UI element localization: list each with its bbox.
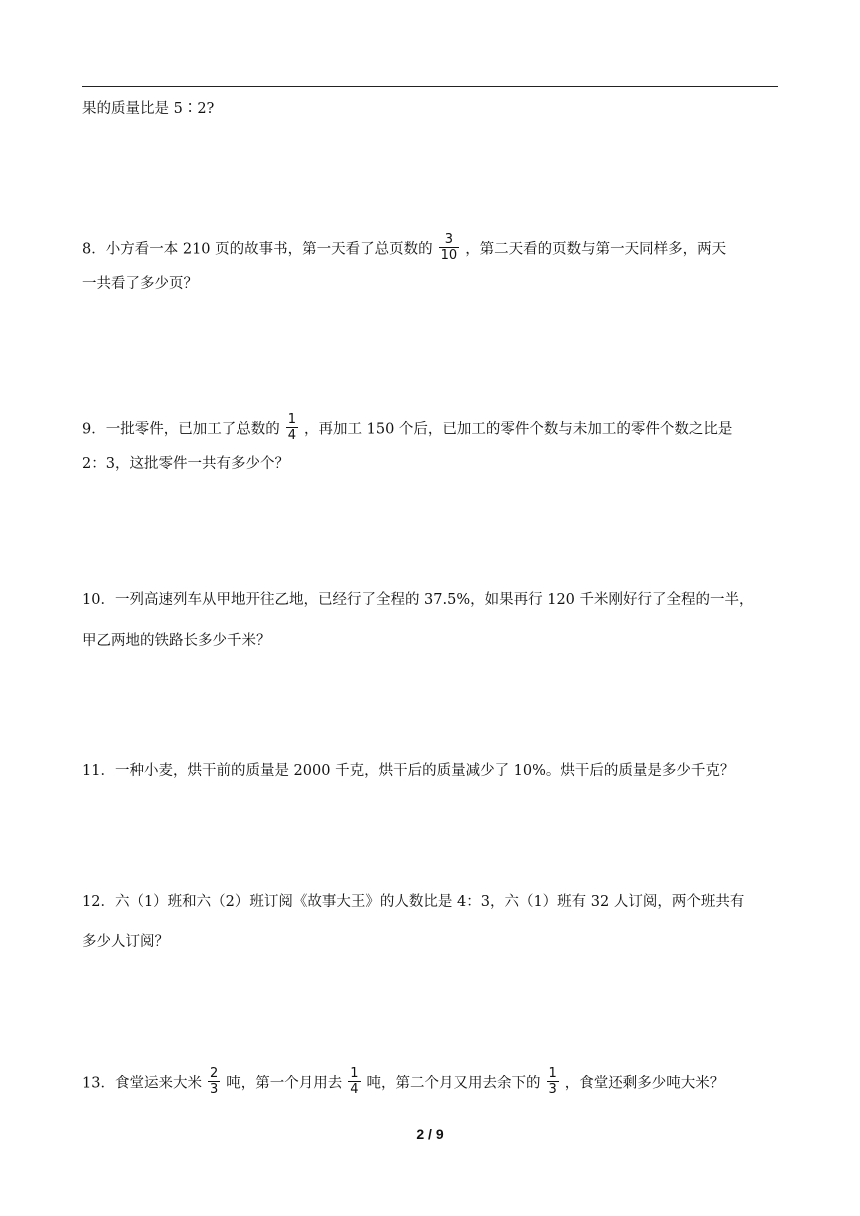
problem-number: 9． (82, 421, 106, 438)
problem-9-line-2: 2：3，这批零件一共有多少个？ (82, 456, 289, 472)
problem-text: ，再加工 150 个后，已加工的零件个数与未加工的零件个数之比是 (304, 421, 733, 438)
problem-text: 一种小麦，烘干前的质量是 2000 千克，烘干后的质量减少了 10%。烘干后的质量是多少千克？ (114, 763, 735, 779)
problem-8-line-2: 一共看了多少页？ (82, 276, 198, 292)
problem-10-line-2: 甲乙两地的铁路长多少千米？ (82, 633, 271, 649)
page-indicator: 2 / 9 (416, 1126, 444, 1142)
problem-text: ，食堂还剩多少吨大米？ (564, 1075, 725, 1092)
header-rule (82, 86, 778, 87)
problem-10-line-1 (82, 590, 754, 610)
problem-text: 一批零件，已加工了总数的 (105, 421, 280, 438)
fraction: $\frac{1}{4}$ (287, 412, 297, 443)
problem-text: 六（1）班和六（2）班订阅《故事大王》的人数比是 4：3，六（1）班有 32 人订阅，两个班共有 (114, 894, 745, 910)
problem-number: 12． (82, 894, 115, 910)
problem-number: 13． (82, 1075, 115, 1092)
problem-text: 小方看一本 210 页的故事书，第一天看了总页数的 (105, 241, 433, 258)
problem-12-line-2: 多少人订阅？ (82, 934, 169, 950)
fraction: $\frac{2}{3}$ (209, 1066, 219, 1097)
problem-text: 吨，第二个月又用去余下的 (366, 1075, 541, 1092)
fraction: $\frac{1}{4}$ (350, 1066, 359, 1097)
problem-text: 一列高速列车从甲地开往乙地，已经行了全程的 37.5%，如果再行 120 千米刚好行了全程的一半， (114, 592, 754, 608)
problem-13-line-1 (82, 1068, 724, 1099)
problem-12-line-1 (82, 892, 744, 912)
problem-8-line-1 (82, 234, 726, 265)
problem-number: 8． (82, 241, 106, 258)
problem-number: 11． (82, 763, 115, 779)
problem-text: ，第二天看的页数与第一天同样多，两天 (465, 241, 727, 258)
problem-text: 食堂运来大米 (114, 1075, 202, 1092)
fraction: $\frac{3}{10}$ (440, 232, 458, 263)
problem-number: 10． (82, 592, 115, 608)
problem-text: 吨，第一个月用去 (226, 1075, 343, 1092)
fraction: $\frac{1}{3}$ (548, 1066, 557, 1097)
problem-9-line-1 (82, 414, 732, 445)
problem-11-line-1 (82, 761, 734, 781)
continuation-text: 果的质量比是 5∶2? (82, 101, 215, 117)
